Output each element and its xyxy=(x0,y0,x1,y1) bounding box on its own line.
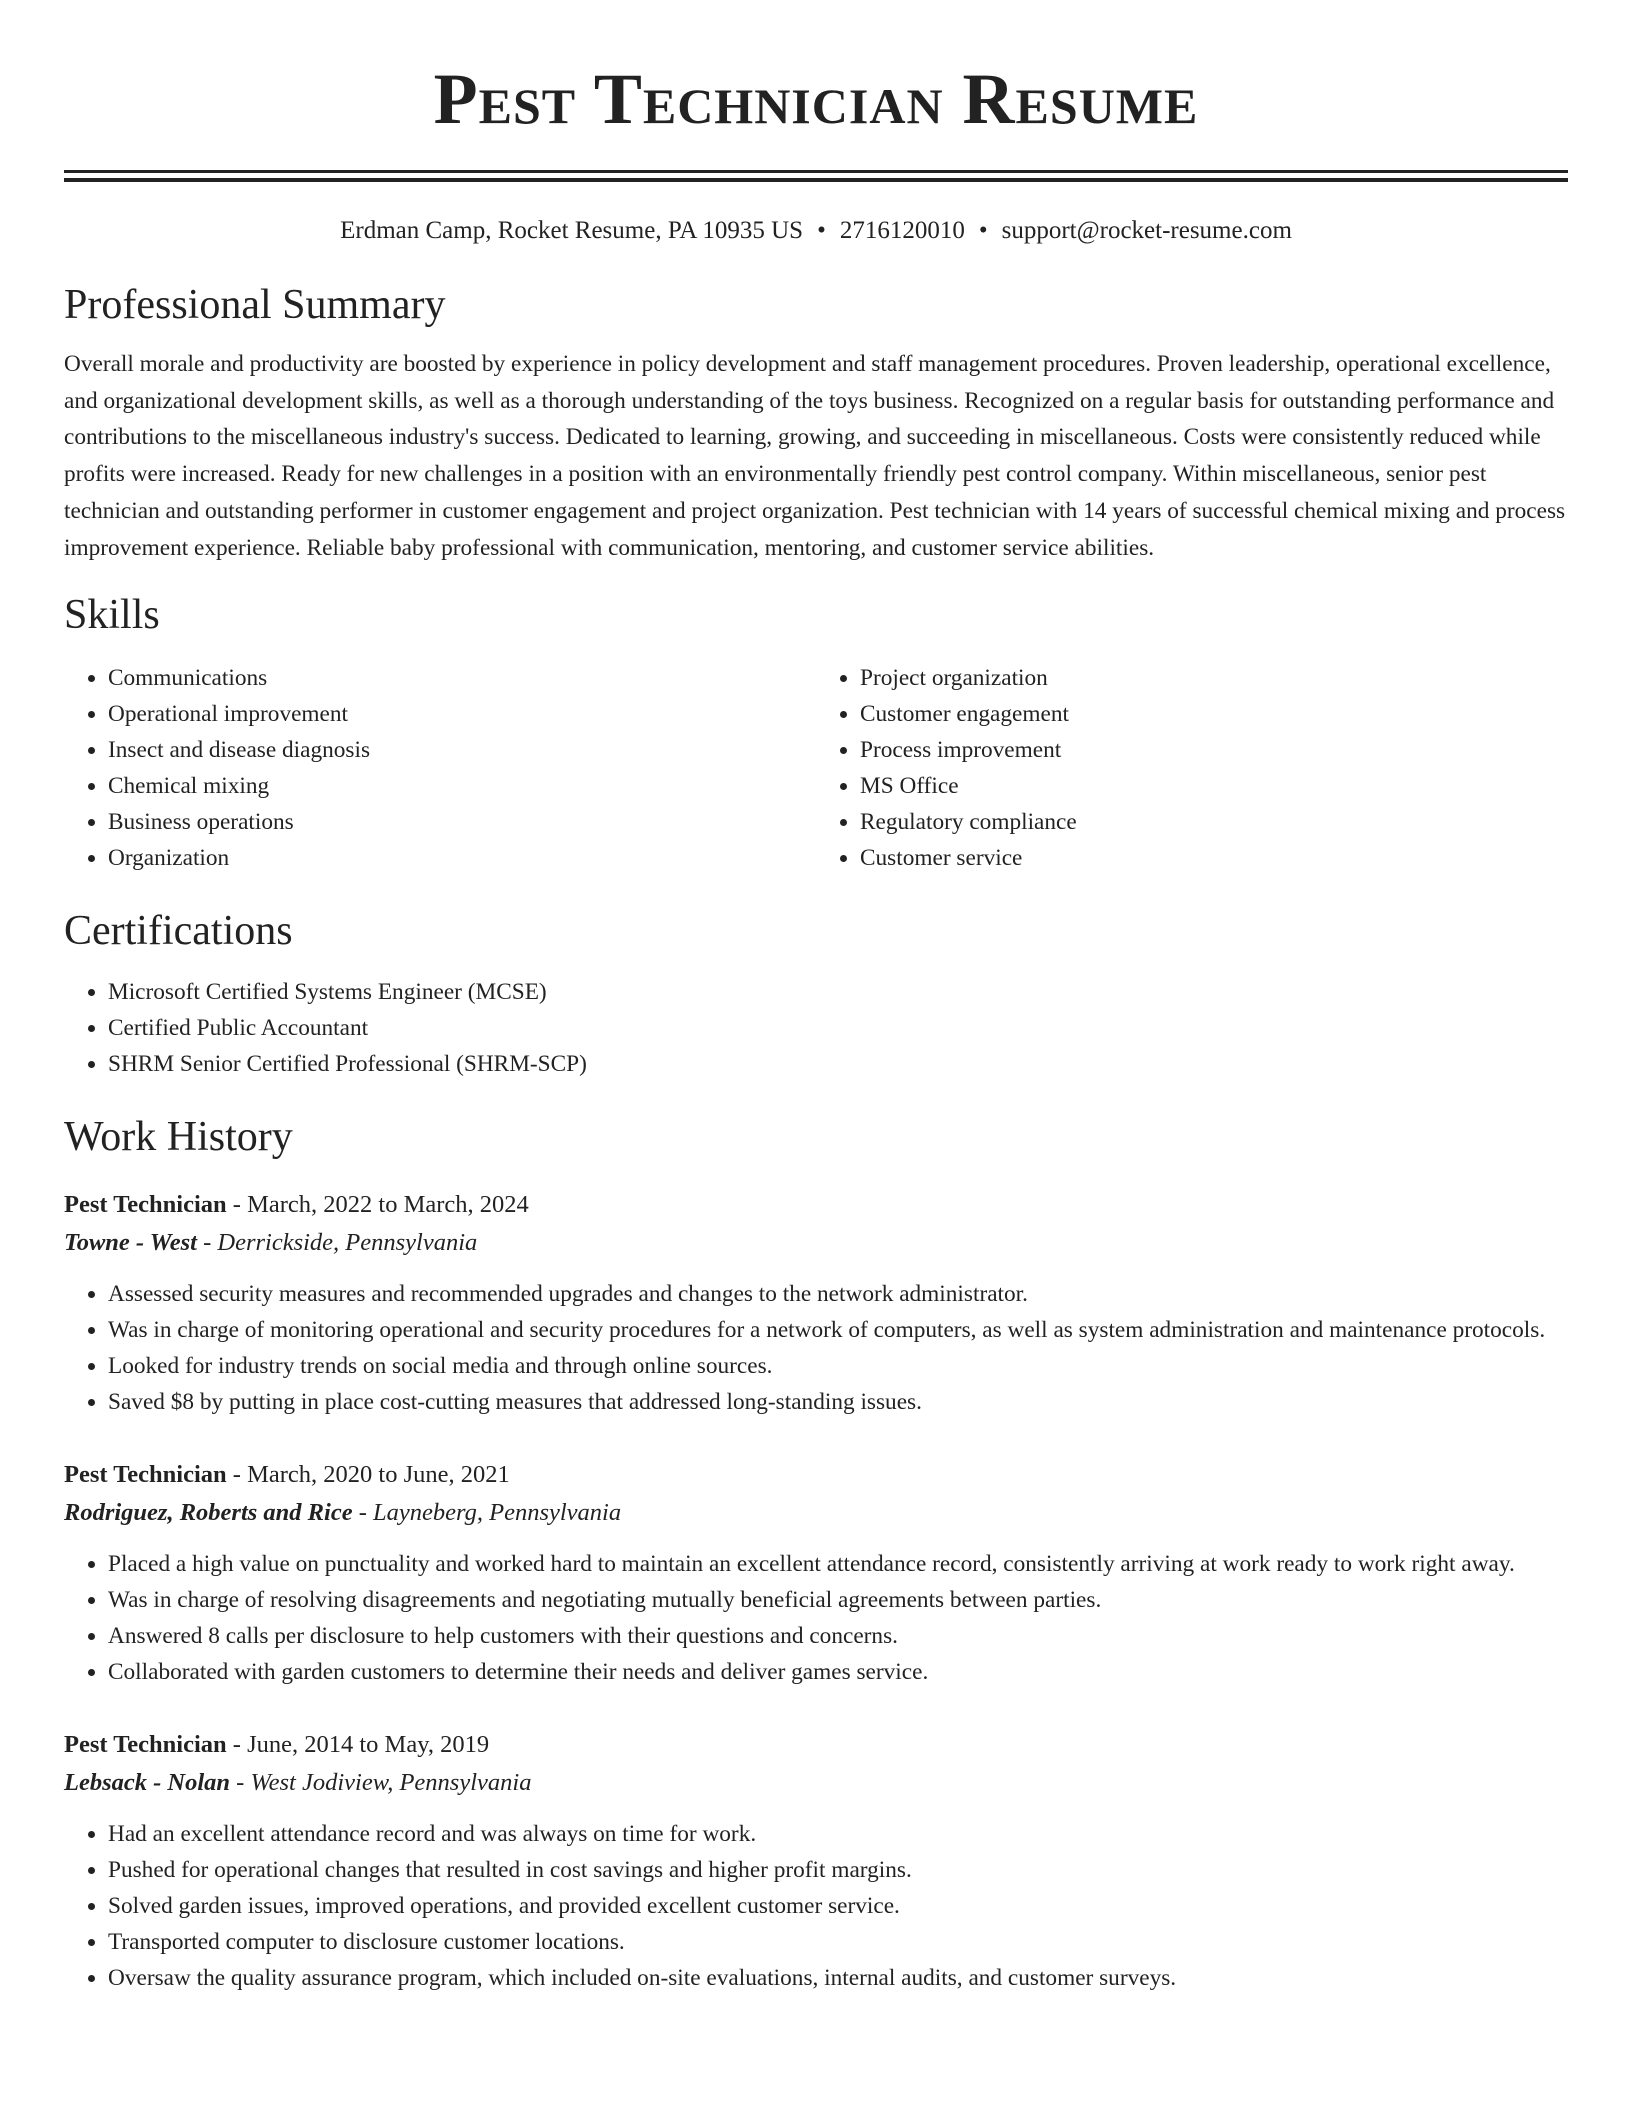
skill-item: • MS Office xyxy=(860,768,1568,804)
contact-separator: • xyxy=(817,217,826,244)
section-heading-summary: Professional Summary xyxy=(64,282,446,328)
skill-item: • Chemical mixing xyxy=(108,768,816,804)
job-bullets xyxy=(64,1546,1568,1690)
contact-line xyxy=(64,214,1568,248)
resume-page xyxy=(64,0,1568,1996)
job-bullet: • Was in charge of monitoring operational and security procedures for a network of computers, as well as system administration and maintenance protocols. xyxy=(108,1312,1568,1348)
job-company-line xyxy=(64,1764,1568,1802)
skill-item: • Organization xyxy=(108,840,816,876)
job-bullet: • Placed a high value on punctuality and worked hard to maintain an excellent attendance record, consistently arriving at work ready to work right away. xyxy=(108,1546,1568,1582)
contact-separator: • xyxy=(978,217,988,244)
certifications-section xyxy=(64,906,1568,1082)
skill-item: • Communications xyxy=(108,660,816,696)
job-title: Pest Technician xyxy=(64,1461,227,1489)
job-bullet: • Pushed for operational changes that resulted in cost savings and higher profit margins. xyxy=(108,1852,1568,1888)
job-title-line xyxy=(64,1186,1568,1224)
certification-item: • SHRM Senior Certified Professional (SHRM-SCP) xyxy=(108,1046,1568,1082)
skill-item: • Process improvement xyxy=(860,732,1568,768)
title-divider xyxy=(64,170,1568,182)
skill-item: • Operational improvement xyxy=(108,696,816,732)
work-history-section xyxy=(64,1112,1568,1996)
skill-item: • Project organization xyxy=(860,660,1568,696)
job-dates: - March, 2022 to March, 2024 xyxy=(226,1191,529,1219)
job-company: Rodriguez, Roberts and Rice xyxy=(64,1499,353,1527)
skills-list-left xyxy=(64,660,816,876)
job-bullet: • Assessed security measures and recommended upgrades and changes to the network administrator. xyxy=(108,1276,1568,1312)
job-bullet: • Looked for industry trends on social media and through online sources. xyxy=(108,1348,1568,1384)
contact-address: Erdman Camp, Rocket Resume, PA 10935 US xyxy=(340,217,804,244)
job-entry xyxy=(64,1726,1568,1996)
job-entry xyxy=(64,1186,1568,1420)
job-company: Lebsack - Nolan xyxy=(64,1769,231,1797)
job-entry xyxy=(64,1456,1568,1690)
skill-item: • Regulatory compliance xyxy=(860,804,1568,840)
professional-summary-section xyxy=(64,280,1568,566)
job-bullet: • Transported computer to disclosure customer locations. xyxy=(108,1924,1568,1960)
job-location: - Layneberg, Pennsylvania xyxy=(352,1499,622,1527)
job-bullet: • Had an excellent attendance record and was always on time for work. xyxy=(108,1816,1568,1852)
job-bullets xyxy=(64,1276,1568,1420)
contact-phone: 2716120010 xyxy=(839,217,965,244)
skill-item: • Business operations xyxy=(108,804,816,840)
skills-columns xyxy=(64,660,1568,876)
skill-item: • Customer engagement xyxy=(860,696,1568,732)
job-location: - West Jodiview, Pennsylvania xyxy=(230,1769,532,1797)
job-bullet: • Was in charge of resolving disagreements and negotiating mutually beneficial agreements between parties. xyxy=(108,1582,1568,1618)
job-dates: - June, 2014 to May, 2019 xyxy=(226,1731,490,1759)
job-bullet: • Answered 8 calls per disclosure to help customers with their questions and concerns. xyxy=(108,1618,1568,1654)
contact-email: support@rocket-resume.com xyxy=(1001,217,1292,244)
job-company-line xyxy=(64,1224,1568,1262)
summary-text: Overall morale and productivity are boosted by experience in policy development and staff management procedures. Proven leadership, operational excellence, and organizational development skills, as well as a thorough understanding of the toys business. Recognized on a regular basis for outstanding performance and contributions to the miscellaneous industry's success. Dedicated to learning, growing, and succeeding in miscellaneous. Costs were consistently reduced while profits were increased. Ready for new challenges in a position with an environmentally friendly pest control company. Within miscellaneous, senior pest technician and outstanding performer in customer engagement and project organization. Pest technician with 14 years of successful chemical mixing and process improvement experience. Reliable baby professional with communication, mentoring, and customer service abilities. xyxy=(64,351,1566,561)
job-title: Pest Technician xyxy=(64,1191,227,1219)
section-heading-skills: Skills xyxy=(64,592,160,639)
skills-section xyxy=(64,590,1568,876)
job-bullet: • Solved garden issues, improved operations, and provided excellent customer service. xyxy=(108,1888,1568,1924)
job-dates: - March, 2020 to June, 2021 xyxy=(226,1461,510,1489)
skill-item: • Insect and disease diagnosis xyxy=(108,732,816,768)
skill-item: • Customer service xyxy=(860,840,1568,876)
job-title: Pest Technician xyxy=(64,1731,227,1759)
job-title-line xyxy=(64,1726,1568,1764)
job-bullet: • Collaborated with garden customers to determine their needs and deliver games service. xyxy=(108,1654,1568,1690)
skills-list-right xyxy=(816,660,1568,876)
job-bullets xyxy=(64,1816,1568,1996)
job-bullet: • Oversaw the quality assurance program, which included on-site evaluations, internal audits, and customer surveys. xyxy=(108,1960,1568,1996)
job-title-line xyxy=(64,1456,1568,1494)
job-company-line xyxy=(64,1494,1568,1532)
certification-item: • Microsoft Certified Systems Engineer (MCSE) xyxy=(108,974,1568,1010)
certification-item: • Certified Public Accountant xyxy=(108,1010,1568,1046)
section-heading-work-history: Work History xyxy=(64,1114,293,1161)
certifications-list xyxy=(64,974,1568,1082)
job-location: - Derrickside, Pennsylvania xyxy=(196,1229,478,1257)
section-heading-certifications: Certifications xyxy=(64,908,293,955)
resume-title: Pest Technician Resume xyxy=(433,59,1199,139)
job-company: Towne - West xyxy=(64,1229,197,1257)
job-bullet: • Saved $8 by putting in place cost-cutting measures that addressed long-standing issues. xyxy=(108,1384,1568,1420)
